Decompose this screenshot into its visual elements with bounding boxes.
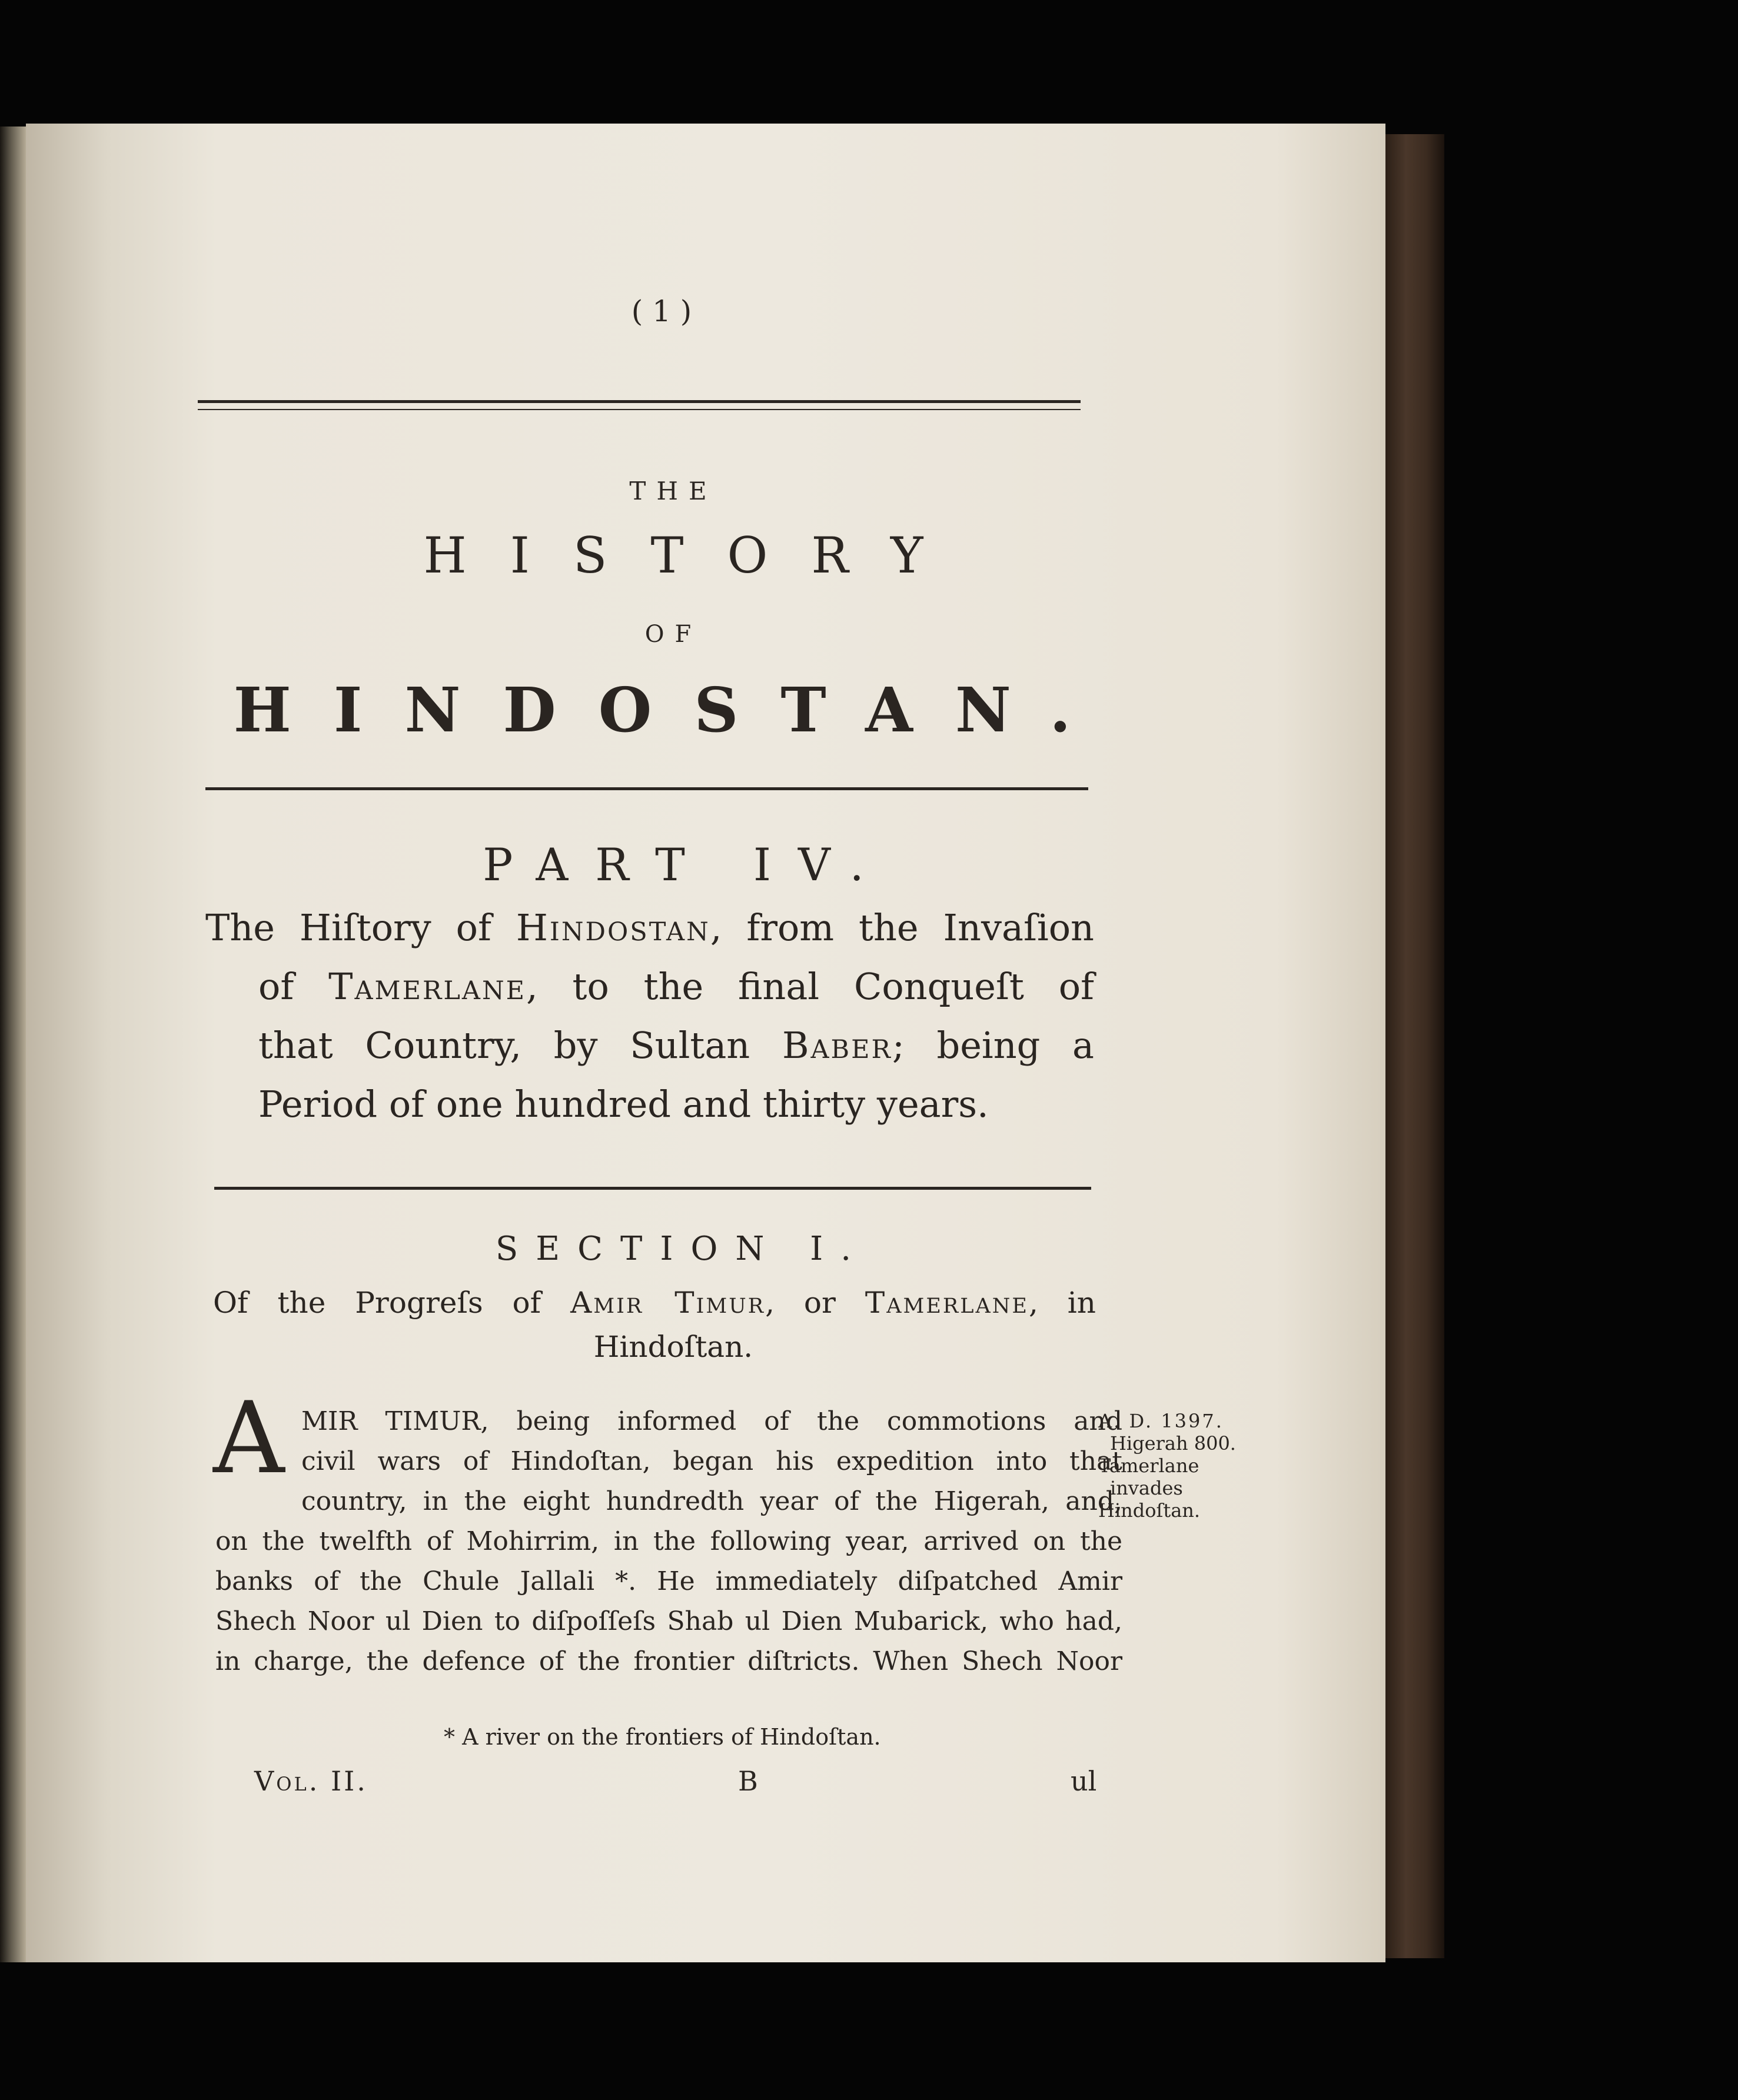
title-of: OF [644,621,702,648]
top-rule [198,400,1081,403]
footnote: * A river on the frontiers of Hindoſtan. [444,1724,881,1750]
section-subtitle-line-2: Hindoſtan. [593,1330,753,1364]
body-line-2: civil wars of Hindoſtan, began his expedition into that [301,1446,1122,1476]
part-heading: PART IV. [483,838,891,891]
part-rule [214,1187,1091,1190]
margin-note [1098,1410,1281,1522]
margin-note-higerah: Higerah 800. [1110,1432,1236,1455]
book-spine [1385,134,1444,1958]
title-history: HISTORY [423,527,967,584]
margin-note-invades: invades [1110,1477,1183,1499]
body-line-4: on the twelfth of Mohirrim, in the following year, arrived on the [215,1526,1122,1556]
catchword: ul [1071,1765,1097,1797]
margin-note-date: A. D. 1397. [1098,1410,1224,1432]
margin-note-hindostan: Hindoſtan. [1098,1499,1201,1522]
part-description-line-3: that Country, by Sultan Baber; being a [258,1024,1094,1067]
volume-number: Vol. II. [254,1765,368,1797]
part-description-line-1: The Hiſtory of Hindostan, from the Invaſion [205,906,1094,949]
left-page-edge [0,127,26,1962]
title-hindostan: HINDOSTAN. [233,674,1114,746]
body-line-1: MIR TIMUR, being informed of the commotions and [301,1406,1122,1436]
section-subtitle-line-1: Of the Progreſs of Amir Timur, or Tamerlane, in [213,1286,1096,1320]
body-line-6: Shech Noor ul Dien to diſpoſſeſs Shab ul Dien Mubarick, who had, [215,1606,1122,1636]
book-page [26,124,1385,1962]
title-the: THE [629,477,717,505]
signature-mark: B [738,1765,758,1797]
part-description-line-2: of Tamerlane, to the final Conqueſt of [258,965,1094,1008]
drop-cap: A [213,1380,285,1496]
page-number: ( 1 ) [631,294,692,328]
section-heading: SECTION I. [495,1230,869,1268]
top-rule-thin [198,409,1081,410]
body-line-5: banks of the Chule Jallali *. He immediately diſpatched Amir [215,1566,1122,1596]
part-description-line-4: Period of one hundred and thirty years. [258,1083,989,1126]
margin-note-tamerlane: Tamerlane [1098,1455,1199,1477]
body-line-7: in charge, the defence of the frontier diſtricts. When Shech Noor [215,1646,1122,1676]
title-rule [205,787,1088,790]
body-line-3: country, in the eight hundredth year of the Higerah, and, [301,1486,1122,1516]
